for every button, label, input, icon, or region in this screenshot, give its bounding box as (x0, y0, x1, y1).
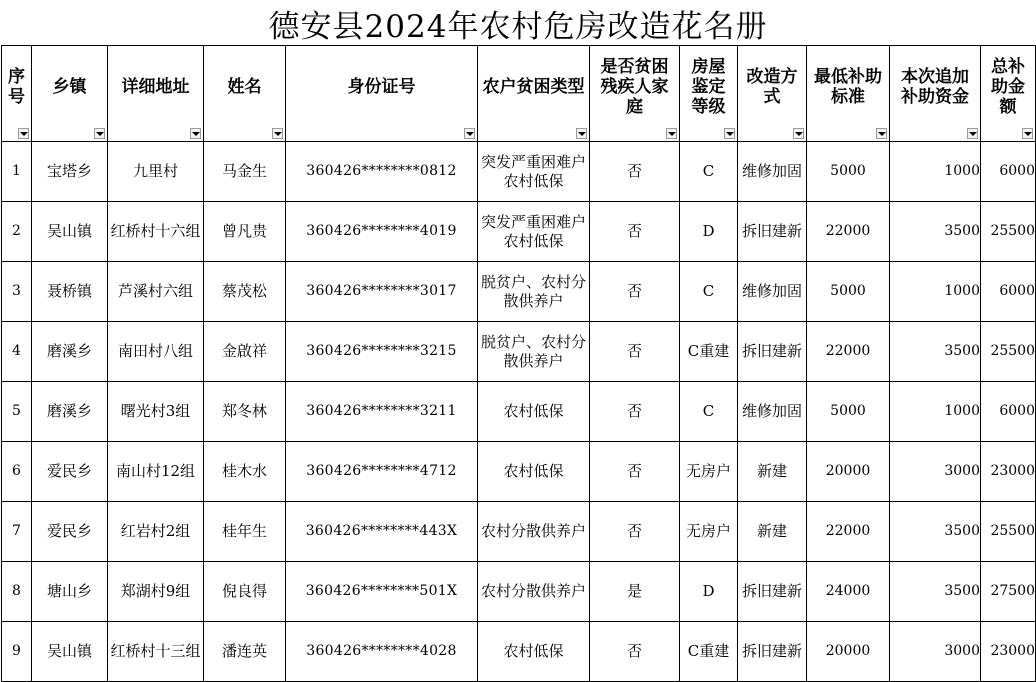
column-header-label: 房屋鉴定等级 (691, 56, 726, 117)
cell-town[interactable]: 吴山镇 (32, 622, 108, 682)
cell-town[interactable]: 塘山乡 (32, 562, 108, 622)
cell-name[interactable]: 马金生 (204, 142, 286, 202)
cell-min-subsidy[interactable]: 22000 (807, 322, 890, 382)
cell-address[interactable]: 九里村 (108, 142, 204, 202)
column-header-label: 序号 (8, 66, 25, 107)
cell-renovation-method[interactable]: 拆旧建新 (738, 322, 807, 382)
cell-house-level[interactable]: D (680, 562, 738, 622)
cell-min-subsidy[interactable]: 22000 (807, 502, 890, 562)
cell-id-number[interactable]: 360426********443X (286, 502, 478, 562)
column-header-label: 本次追加补助资金 (901, 66, 969, 107)
cell-renovation-method[interactable]: 拆旧建新 (738, 202, 807, 262)
cell-disabled-family[interactable]: 否 (590, 322, 680, 382)
cell-min-subsidy[interactable]: 20000 (807, 442, 890, 502)
cell-id-number[interactable]: 360426********501X (286, 562, 478, 622)
table-body (2, 142, 1036, 682)
cell-seq[interactable]: 1 (2, 142, 32, 202)
cell-poverty-type[interactable]: 突发严重困难户农村低保 (478, 202, 590, 262)
column-header-min-subsidy (807, 46, 890, 142)
cell-min-subsidy[interactable]: 5000 (807, 382, 890, 442)
cell-address[interactable]: 南田村八组 (108, 322, 204, 382)
cell-id-number[interactable]: 360426********4019 (286, 202, 478, 262)
cell-min-subsidy[interactable]: 5000 (807, 142, 890, 202)
cell-seq[interactable]: 2 (2, 202, 32, 262)
cell-extra-subsidy[interactable]: 3000 (890, 622, 981, 682)
filter-dropdown-icon[interactable] (18, 128, 29, 139)
cell-town[interactable]: 宝塔乡 (32, 142, 108, 202)
cell-extra-subsidy[interactable]: 3500 (890, 502, 981, 562)
cell-poverty-type[interactable]: 农村低保 (478, 382, 590, 442)
column-header-name (204, 46, 286, 142)
header-row (2, 46, 1036, 142)
column-header-label: 乡镇 (52, 76, 87, 97)
filter-dropdown-icon[interactable] (94, 128, 105, 139)
cell-total-subsidy[interactable]: 23000 (981, 622, 1036, 682)
column-header-label: 身份证号 (347, 76, 416, 97)
filter-dropdown-icon[interactable] (967, 128, 978, 139)
cell-extra-subsidy[interactable]: 1000 (890, 142, 981, 202)
cell-house-level[interactable]: 无房户 (680, 442, 738, 502)
column-header-address (108, 46, 204, 142)
cell-town[interactable]: 吴山镇 (32, 202, 108, 262)
cell-address[interactable]: 芦溪村六组 (108, 262, 204, 322)
column-header-id-number (286, 46, 478, 142)
cell-disabled-family[interactable]: 否 (590, 142, 680, 202)
table-row (2, 622, 1036, 682)
cell-renovation-method[interactable]: 拆旧建新 (738, 622, 807, 682)
cell-house-level[interactable]: C重建 (680, 322, 738, 382)
table-row (2, 262, 1036, 322)
cell-address[interactable]: 红桥村十六组 (108, 202, 204, 262)
cell-id-number[interactable]: 360426********3017 (286, 262, 478, 322)
column-header-label: 最低补助标准 (814, 66, 882, 107)
column-header-extra-subsidy (890, 46, 981, 142)
column-header-label: 姓名 (227, 76, 262, 97)
table-row (2, 382, 1036, 442)
cell-poverty-type[interactable]: 农村低保 (478, 622, 590, 682)
roster-table (1, 45, 1036, 682)
cell-disabled-family[interactable]: 否 (590, 262, 680, 322)
table-row (2, 442, 1036, 502)
table-row (2, 202, 1036, 262)
cell-name[interactable]: 蔡茂松 (204, 262, 286, 322)
cell-extra-subsidy[interactable]: 1000 (890, 262, 981, 322)
cell-poverty-type[interactable]: 脱贫户、农村分散供养户 (478, 262, 590, 322)
cell-house-level[interactable]: C (680, 382, 738, 442)
cell-town[interactable]: 爱民乡 (32, 502, 108, 562)
cell-house-level[interactable]: D (680, 202, 738, 262)
cell-renovation-method[interactable]: 新建 (738, 442, 807, 502)
cell-seq[interactable]: 7 (2, 502, 32, 562)
cell-extra-subsidy[interactable]: 3500 (890, 202, 981, 262)
column-header-total-subsidy (981, 46, 1036, 142)
cell-address[interactable]: 红岩村2组 (108, 502, 204, 562)
cell-total-subsidy[interactable]: 23000 (981, 442, 1036, 502)
cell-renovation-method[interactable]: 新建 (738, 502, 807, 562)
column-header-renovation-method (738, 46, 807, 142)
cell-poverty-type[interactable]: 农村低保 (478, 442, 590, 502)
column-header-label: 农户贫困类型 (482, 76, 585, 97)
cell-extra-subsidy[interactable]: 3500 (890, 562, 981, 622)
cell-seq[interactable]: 6 (2, 442, 32, 502)
filter-dropdown-icon[interactable] (1022, 128, 1033, 139)
cell-seq[interactable]: 4 (2, 322, 32, 382)
filter-dropdown-icon[interactable] (724, 128, 735, 139)
cell-town[interactable]: 爱民乡 (32, 442, 108, 502)
cell-renovation-method[interactable]: 维修加固 (738, 382, 807, 442)
cell-total-subsidy[interactable]: 6000 (981, 262, 1036, 322)
cell-town[interactable]: 聂桥镇 (32, 262, 108, 322)
cell-address[interactable]: 曙光村3组 (108, 382, 204, 442)
cell-address[interactable]: 红桥村十三组 (108, 622, 204, 682)
cell-id-number[interactable]: 360426********3215 (286, 322, 478, 382)
table-row (2, 502, 1036, 562)
filter-dropdown-icon[interactable] (576, 128, 587, 139)
table-row (2, 142, 1036, 202)
table-row (2, 322, 1036, 382)
cell-id-number[interactable]: 360426********4712 (286, 442, 478, 502)
cell-name[interactable]: 倪良得 (204, 562, 286, 622)
cell-renovation-method[interactable]: 维修加固 (738, 142, 807, 202)
cell-disabled-family[interactable]: 是 (590, 562, 680, 622)
cell-id-number[interactable]: 360426********4028 (286, 622, 478, 682)
cell-total-subsidy[interactable]: 25500 (981, 322, 1036, 382)
cell-name[interactable]: 曾凡贵 (204, 202, 286, 262)
cell-min-subsidy[interactable]: 5000 (807, 262, 890, 322)
cell-extra-subsidy[interactable]: 3000 (890, 442, 981, 502)
filter-dropdown-icon[interactable] (464, 128, 475, 139)
cell-seq[interactable]: 9 (2, 622, 32, 682)
filter-dropdown-icon[interactable] (190, 128, 201, 139)
cell-poverty-type[interactable]: 农村分散供养户 (478, 562, 590, 622)
filter-dropdown-icon[interactable] (666, 128, 677, 139)
cell-total-subsidy[interactable]: 27500 (981, 562, 1036, 622)
cell-name[interactable]: 桂木水 (204, 442, 286, 502)
column-header-label: 详细地址 (121, 76, 190, 97)
cell-disabled-family[interactable]: 否 (590, 622, 680, 682)
cell-seq[interactable]: 8 (2, 562, 32, 622)
cell-name[interactable]: 潘连英 (204, 622, 286, 682)
cell-extra-subsidy[interactable]: 3500 (890, 322, 981, 382)
cell-house-level[interactable]: C重建 (680, 622, 738, 682)
cell-min-subsidy[interactable]: 24000 (807, 562, 890, 622)
column-header-seq (2, 46, 32, 142)
cell-renovation-method[interactable]: 拆旧建新 (738, 562, 807, 622)
cell-renovation-method[interactable]: 维修加固 (738, 262, 807, 322)
cell-name[interactable]: 郑冬林 (204, 382, 286, 442)
cell-poverty-type[interactable]: 脱贫户、农村分散供养户 (478, 322, 590, 382)
cell-name[interactable]: 桂年生 (204, 502, 286, 562)
cell-total-subsidy[interactable]: 6000 (981, 382, 1036, 442)
cell-seq[interactable]: 3 (2, 262, 32, 322)
column-header-label: 总补助金额 (991, 56, 1025, 117)
column-header-poverty-type (478, 46, 590, 142)
cell-min-subsidy[interactable]: 20000 (807, 622, 890, 682)
sheet-title: 德安县2024年农村危房改造花名册 (268, 8, 768, 45)
filter-dropdown-icon[interactable] (876, 128, 887, 139)
cell-house-level[interactable]: C (680, 262, 738, 322)
cell-disabled-family[interactable]: 否 (590, 502, 680, 562)
cell-town[interactable]: 磨溪乡 (32, 322, 108, 382)
cell-disabled-family[interactable]: 否 (590, 382, 680, 442)
cell-town[interactable]: 磨溪乡 (32, 382, 108, 442)
cell-house-level[interactable]: 无房户 (680, 502, 738, 562)
cell-poverty-type[interactable]: 突发严重困难户农村低保 (478, 142, 590, 202)
column-header-label: 改造方式 (746, 66, 798, 107)
cell-house-level[interactable]: C (680, 142, 738, 202)
cell-total-subsidy[interactable]: 6000 (981, 142, 1036, 202)
cell-extra-subsidy[interactable]: 1000 (890, 382, 981, 442)
column-header-disabled-family (590, 46, 680, 142)
column-header-house-level (680, 46, 738, 142)
cell-address[interactable]: 南山村12组 (108, 442, 204, 502)
cell-id-number[interactable]: 360426********0812 (286, 142, 478, 202)
cell-total-subsidy[interactable]: 25500 (981, 502, 1036, 562)
cell-id-number[interactable]: 360426********3211 (286, 382, 478, 442)
table-row (2, 562, 1036, 622)
cell-min-subsidy[interactable]: 22000 (807, 202, 890, 262)
filter-dropdown-icon[interactable] (272, 128, 283, 139)
cell-poverty-type[interactable]: 农村分散供养户 (478, 502, 590, 562)
cell-disabled-family[interactable]: 否 (590, 202, 680, 262)
filter-dropdown-icon[interactable] (793, 128, 804, 139)
cell-name[interactable]: 金啟祥 (204, 322, 286, 382)
column-header-label: 是否贫困残疾人家庭 (600, 56, 669, 117)
cell-seq[interactable]: 5 (2, 382, 32, 442)
cell-address[interactable]: 郑湖村9组 (108, 562, 204, 622)
column-header-town (32, 46, 108, 142)
cell-total-subsidy[interactable]: 25500 (981, 202, 1036, 262)
cell-disabled-family[interactable]: 否 (590, 442, 680, 502)
